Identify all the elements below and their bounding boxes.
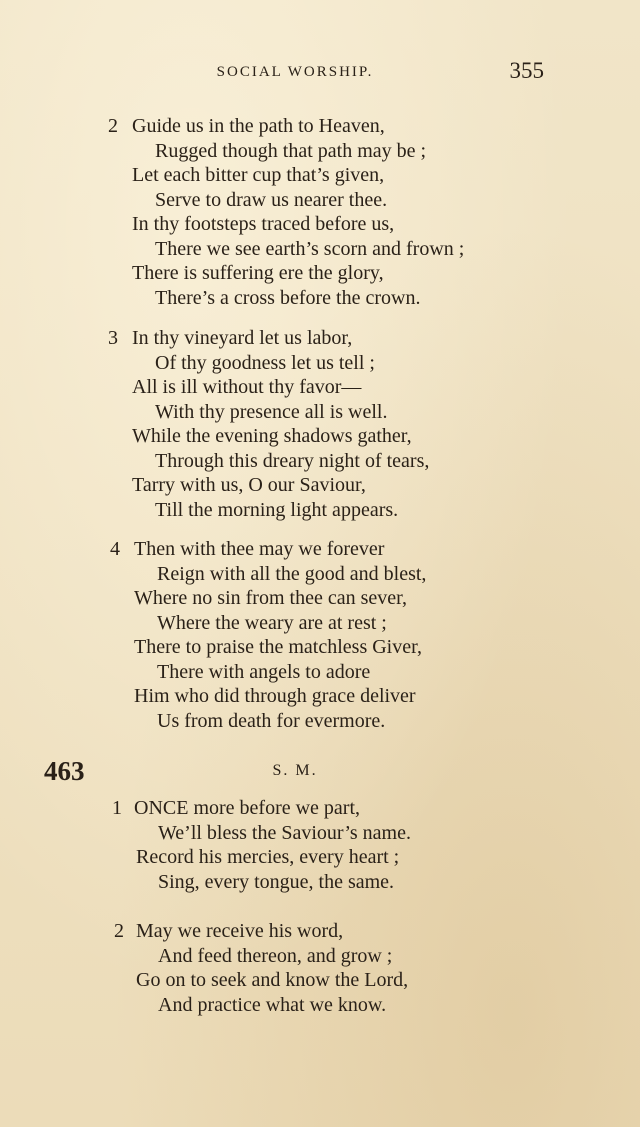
verse-line: Us from death for evermore. [157,709,386,732]
verse-line: While the evening shadows gather, [132,425,412,447]
verse-line: Reign with all the good and blest, [157,562,427,585]
page-number: 355 [509,58,544,83]
verse-line: Rugged though that path may be ; [155,139,427,162]
verse-line: And feed thereon, and grow ; [158,944,393,967]
stanza-number: 4 [110,538,120,560]
verse-line: 1 ONCE more before we part, [112,797,361,819]
verse-line: Serve to draw us nearer thee. [155,188,388,211]
verse-line: Him who did through grace deliver [134,685,416,707]
stanza [0,537,640,733]
verse-line: 2 May we receive his word, [114,920,344,942]
stanza-number: 2 [114,920,124,942]
stanza [0,326,640,522]
verse-line: Till the morning light appears. [155,498,399,521]
verse-line: 2 Guide us in the path to Heaven, [108,115,385,137]
running-header: SOCIAL WORSHIP. [216,64,374,80]
stanza-number: 1 [112,797,122,819]
hymn-meter: S. M. [272,762,318,779]
verse-line: Through this dreary night of tears, [155,449,430,472]
verse-line: In thy footsteps traced before us, [132,213,395,235]
verse-line: Go on to seek and know the Lord, [136,969,409,991]
verse-line: Of thy goodness let us tell ; [155,351,375,374]
verse-line: Where no sin from thee can sever, [134,587,407,609]
verse-line: There we see earth’s scorn and frown ; [155,237,465,260]
verse-line: There with angels to adore [157,660,371,683]
verse-line: All is ill without thy favor— [132,376,362,398]
stanza [0,796,640,894]
stanza-number: 2 [108,115,118,137]
verse-line: Tarry with us, O our Saviour, [132,474,366,496]
verse-line: There is suffering ere the glory, [132,262,384,284]
verse-line: There’s a cross before the crown. [155,286,421,309]
stanza-number: 3 [108,327,118,349]
verse-line: And practice what we know. [158,993,387,1016]
verse-line: Sing, every tongue, the same. [158,870,395,893]
stanza [0,919,640,1017]
verse-line: Where the weary are at rest ; [157,611,387,634]
verse-line: Let each bitter cup that’s given, [132,164,385,186]
verse-line: There to praise the matchless Giver, [134,636,422,658]
verse-line: Record his mercies, every heart ; [136,846,400,868]
verse-line: We’ll bless the Saviour’s name. [158,821,411,844]
stanza [0,114,640,310]
verse-line: 3 In thy vineyard let us labor, [108,327,353,349]
verse-line: 4 Then with thee may we forever [110,538,385,560]
verse-line: With thy presence all is well. [155,400,388,423]
hymn-number: 463 [44,756,85,786]
